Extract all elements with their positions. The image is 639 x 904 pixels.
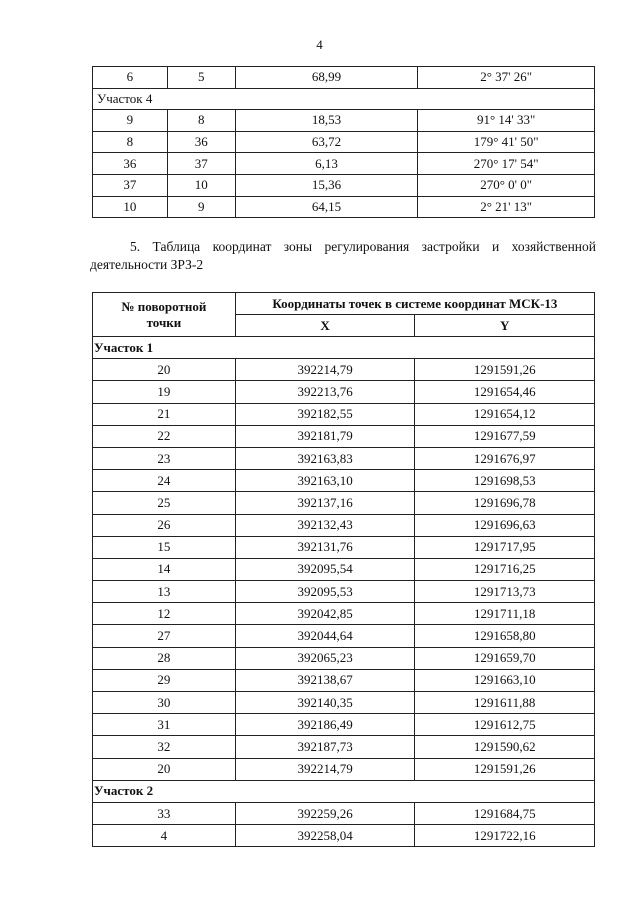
table-cell: 1291654,46 [415,381,595,403]
table-cell: 10 [167,174,235,196]
table-cell: 30 [93,692,236,714]
table-row [93,381,595,403]
table-cell: 1291591,26 [415,359,595,381]
table-cell: 2° 37' 26" [418,67,595,89]
table-cell: 1291717,95 [415,536,595,558]
table-cell: 25 [93,492,236,514]
table-cell: 37 [93,174,168,196]
table-row [93,736,595,758]
y-column-header: Y [415,315,595,337]
table-cell: 392131,76 [235,536,415,558]
table-row [93,825,595,847]
table-cell: 64,15 [235,196,418,218]
x-column-header: X [235,315,415,337]
table-cell: 8 [93,131,168,153]
table-row [93,403,595,425]
table-cell: 392258,04 [235,825,415,847]
table-cell: 1291711,18 [415,603,595,625]
table-cell: 392259,26 [235,802,415,824]
table-cell: 392213,76 [235,381,415,403]
table-row [93,625,595,647]
table-cell: 4 [93,825,236,847]
table-cell: 392163,83 [235,447,415,469]
coordinates-table [92,292,595,847]
table-cell: 15,36 [235,174,418,196]
table-cell: 392182,55 [235,403,415,425]
table-row [93,514,595,536]
table-cell: 392186,49 [235,714,415,736]
table-cell: 32 [93,736,236,758]
table-cell: 392137,16 [235,492,415,514]
table-row [93,669,595,691]
table-cell: 8 [167,110,235,132]
coordinates-table-header [93,293,595,337]
table-cell: 392181,79 [235,425,415,447]
angles-table [92,66,595,218]
table-cell: 24 [93,470,236,492]
page-number: 4 [316,37,323,52]
table-cell: 18,53 [235,110,418,132]
table-cell: 392044,64 [235,625,415,647]
section-paragraph: 5. Таблица координат зоны регулирования застройки и хозяйственной деятельности ЗРЗ-2 [90,239,596,272]
table-cell: 27 [93,625,236,647]
table-row [93,425,595,447]
table-cell: 392214,79 [235,758,415,780]
table-cell: 10 [93,196,168,218]
table-row [93,196,595,218]
table-cell: 1291654,12 [415,403,595,425]
table-cell: 392140,35 [235,692,415,714]
table-cell: 1291684,75 [415,802,595,824]
section-label: Участок 4 [93,88,595,110]
table-row [93,802,595,824]
table-cell: 1291722,16 [415,825,595,847]
table-cell: 21 [93,403,236,425]
point-column-header: № поворотной точки [93,293,236,337]
table-cell: 1291713,73 [415,581,595,603]
table-cell: 26 [93,514,236,536]
table-row [93,692,595,714]
table-cell: 33 [93,802,236,824]
table-cell: 68,99 [235,67,418,89]
table-row [93,758,595,780]
table-cell: 392095,54 [235,558,415,580]
table-cell: 1291611,88 [415,692,595,714]
table-cell: 1291612,75 [415,714,595,736]
table-row [93,67,595,89]
table-row [93,647,595,669]
table-row [93,470,595,492]
table-cell: 19 [93,381,236,403]
table-cell: 392042,85 [235,603,415,625]
table-cell: 392065,23 [235,647,415,669]
table-cell: 6 [93,67,168,89]
table-cell: 392187,73 [235,736,415,758]
table-cell: 1291698,53 [415,470,595,492]
table-row [93,714,595,736]
table-cell: 1291677,59 [415,425,595,447]
section-row [93,337,595,359]
section-label: Участок 2 [93,780,595,802]
table-cell: 23 [93,447,236,469]
coordinates-table-body [93,337,595,847]
table-row [93,153,595,175]
table-cell: 91° 14' 33" [418,110,595,132]
table-cell: 1291591,26 [415,758,595,780]
table-cell: 5 [167,67,235,89]
table-cell: 63,72 [235,131,418,153]
table-cell: 392214,79 [235,359,415,381]
angles-table-body [93,67,595,218]
table-cell: 13 [93,581,236,603]
header-row [93,293,595,315]
coords-column-header: Координаты точек в системе координат МСК-13 [235,293,594,315]
table-cell: 36 [167,131,235,153]
table-cell: 1291716,25 [415,558,595,580]
table-cell: 392132,43 [235,514,415,536]
table-cell: 1291590,62 [415,736,595,758]
table-cell: 9 [167,196,235,218]
section-label: Участок 1 [93,337,595,359]
table-cell: 28 [93,647,236,669]
table-row [93,359,595,381]
table-cell: 270° 17' 54" [418,153,595,175]
table-cell: 14 [93,558,236,580]
table-cell: 179° 41' 50" [418,131,595,153]
table-cell: 392138,67 [235,669,415,691]
table-cell: 1291659,70 [415,647,595,669]
table-row [93,581,595,603]
table-row [93,603,595,625]
table-cell: 392095,53 [235,581,415,603]
table-cell: 2° 21' 13" [418,196,595,218]
table-row [93,536,595,558]
table-cell: 37 [167,153,235,175]
table-row [93,447,595,469]
table-cell: 20 [93,758,236,780]
table-cell: 1291658,80 [415,625,595,647]
section-row [93,780,595,802]
table-cell: 20 [93,359,236,381]
table-cell: 12 [93,603,236,625]
table-row [93,558,595,580]
table-cell: 36 [93,153,168,175]
table-cell: 1291676,97 [415,447,595,469]
table-cell: 29 [93,669,236,691]
table-row [93,174,595,196]
section-row [93,88,595,110]
table-cell: 392163,10 [235,470,415,492]
table-cell: 1291696,78 [415,492,595,514]
table-row [93,110,595,132]
table-row [93,492,595,514]
table-cell: 1291663,10 [415,669,595,691]
table-row [93,131,595,153]
table-cell: 22 [93,425,236,447]
table-cell: 270° 0' 0" [418,174,595,196]
table-cell: 1291696,63 [415,514,595,536]
table-cell: 31 [93,714,236,736]
table-cell: 15 [93,536,236,558]
table-cell: 6,13 [235,153,418,175]
table-cell: 9 [93,110,168,132]
